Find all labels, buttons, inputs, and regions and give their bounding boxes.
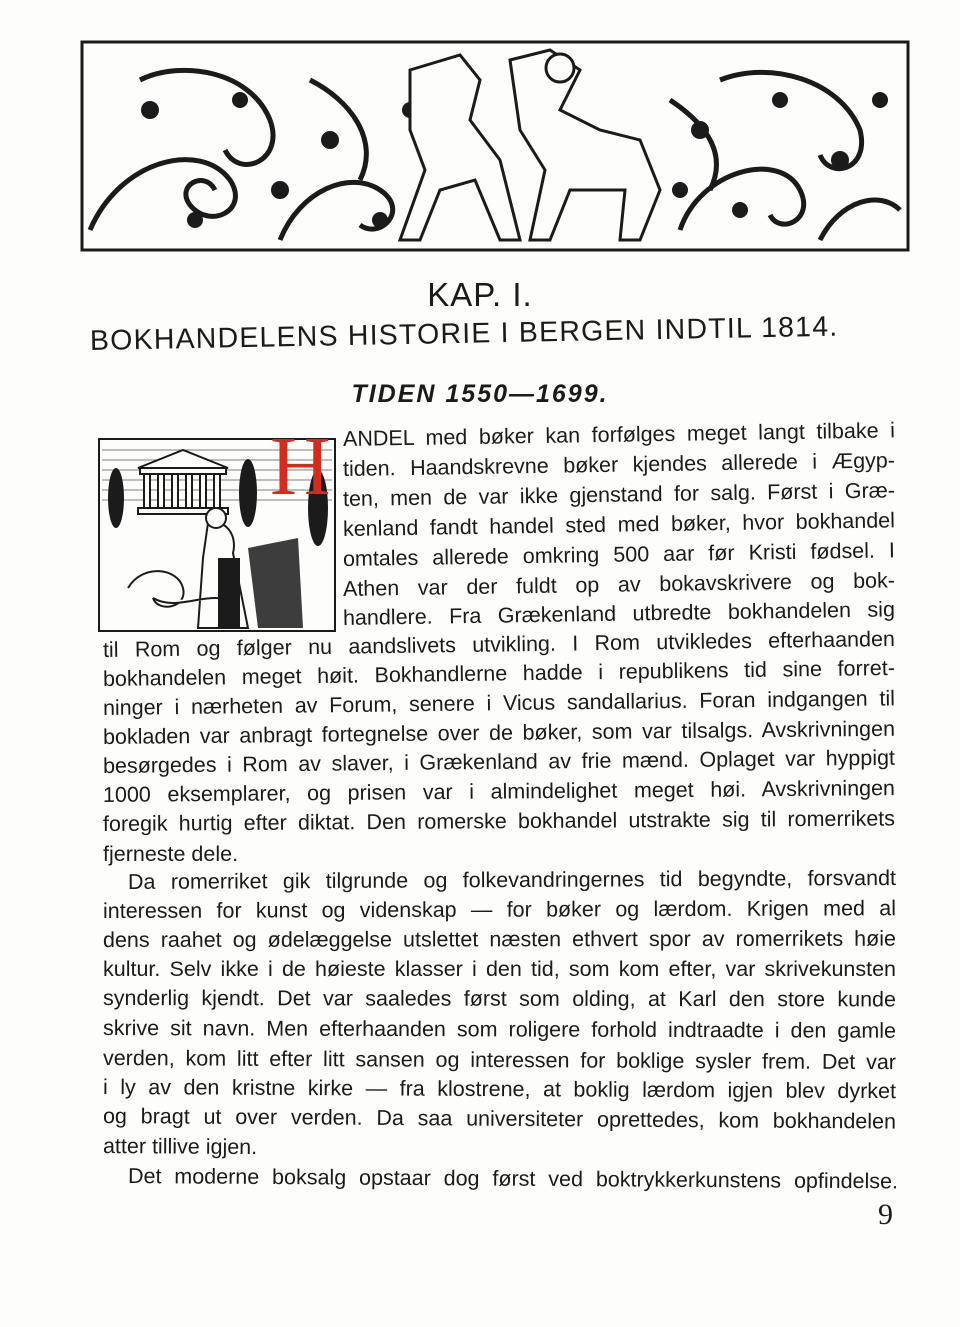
text-line: fjerneste dele. [103, 842, 239, 866]
text-line: Det moderne boksalg opstaar dog først ved boktrykkerkunstens opfindelse. [127, 1164, 899, 1194]
page-number: 9 [878, 1198, 893, 1231]
text-line: atter tillive igjen. [102, 1134, 258, 1160]
text-line: i ly av den kristne kirke — fra klostrene, at boklig lærdom igjen blev dyrket [102, 1075, 897, 1104]
text-line: 1000 eksemplarer, og prisen var i almindelighet meget høi. Avskrivningen [102, 776, 896, 807]
text-line: ANDEL med bøker kan forfølges meget langt tilbake i [342, 418, 896, 451]
text-line: dens raahet og ødelæggelse utslettet næsten ethvert spor av romerrikets høie [102, 926, 897, 952]
text-line: bokladen var anbragt fortegnelse over de bøker, som var tilsalgs. Avskrivningen [102, 716, 896, 749]
section-subtitle: TIDEN 1550—1699. [351, 380, 609, 408]
text-line: Athen var der fuldt op av bokavskrivere og bok- [342, 568, 896, 601]
drop-cap-initial: H [270, 420, 331, 513]
text-line: skrive sit navn. Men efterhaanden som roligere forhold indtraadte i den gamle [102, 1016, 897, 1043]
text-line: synderlig kjendt. Det var saaledes først som olding, at Karl den store kunde [102, 986, 897, 1012]
text-line: ninger i nærheten av Forum, senere i Vicus sandallarius. Foran indgangen til [102, 686, 896, 720]
text-line: og bragt ut over verden. Da saa universiteter oprettedes, kom bokhandelen [102, 1104, 897, 1134]
text-line: til Rom og følger nu aandslivets utvikling. I Rom utvikledes efterhaanden [102, 626, 896, 662]
text-line: handlere. Fra Grækenland utbredte bokhandelen sig [342, 597, 896, 630]
text-line: besørgedes i Rom av slaver, i Grækenland av frie mænd. Oplaget var hyppigt [102, 745, 896, 778]
text-line: bokhandelen meget høit. Bokhandlerne hadde i republikens tid sine forret- [102, 655, 896, 691]
chapter-title: BOKHANDELENS HISTORIE I BERGEN INDTIL 1814. [89, 310, 839, 357]
text-line: tiden. Haandskrevne bøker kjendes allerede i Ægyp- [342, 448, 896, 481]
text-line: foregik hurtig efter diktat. Den romerske bokhandel utstrakte sig til romerrikets [102, 806, 896, 836]
text-line: omtales allerede omkring 500 aar før Kristi fødsel. I [342, 538, 896, 571]
text-line: kenland fandt handel sted med bøker, hvor bokhandel [342, 508, 896, 541]
text-line: Da romerriket gik tilgrunde og folkevandringernes tid begyndte, forsvandt [127, 865, 897, 894]
text-line: ten, men de var ikke gjenstand for salg. Først i Græ- [342, 478, 896, 511]
chapter-number: KAP. I. [427, 276, 533, 313]
text-line: kultur. Selv ikke i de høieste klasser i den tid, som kom efter, var skrivekunsten [103, 957, 896, 981]
text-line: verden, kom litt efter litt sansen og interessen for boklige sysler frem. Det var [102, 1046, 897, 1075]
text-line: interessen for kunst og videnskap — for bøker og lærdom. Krigen med al [102, 896, 897, 923]
